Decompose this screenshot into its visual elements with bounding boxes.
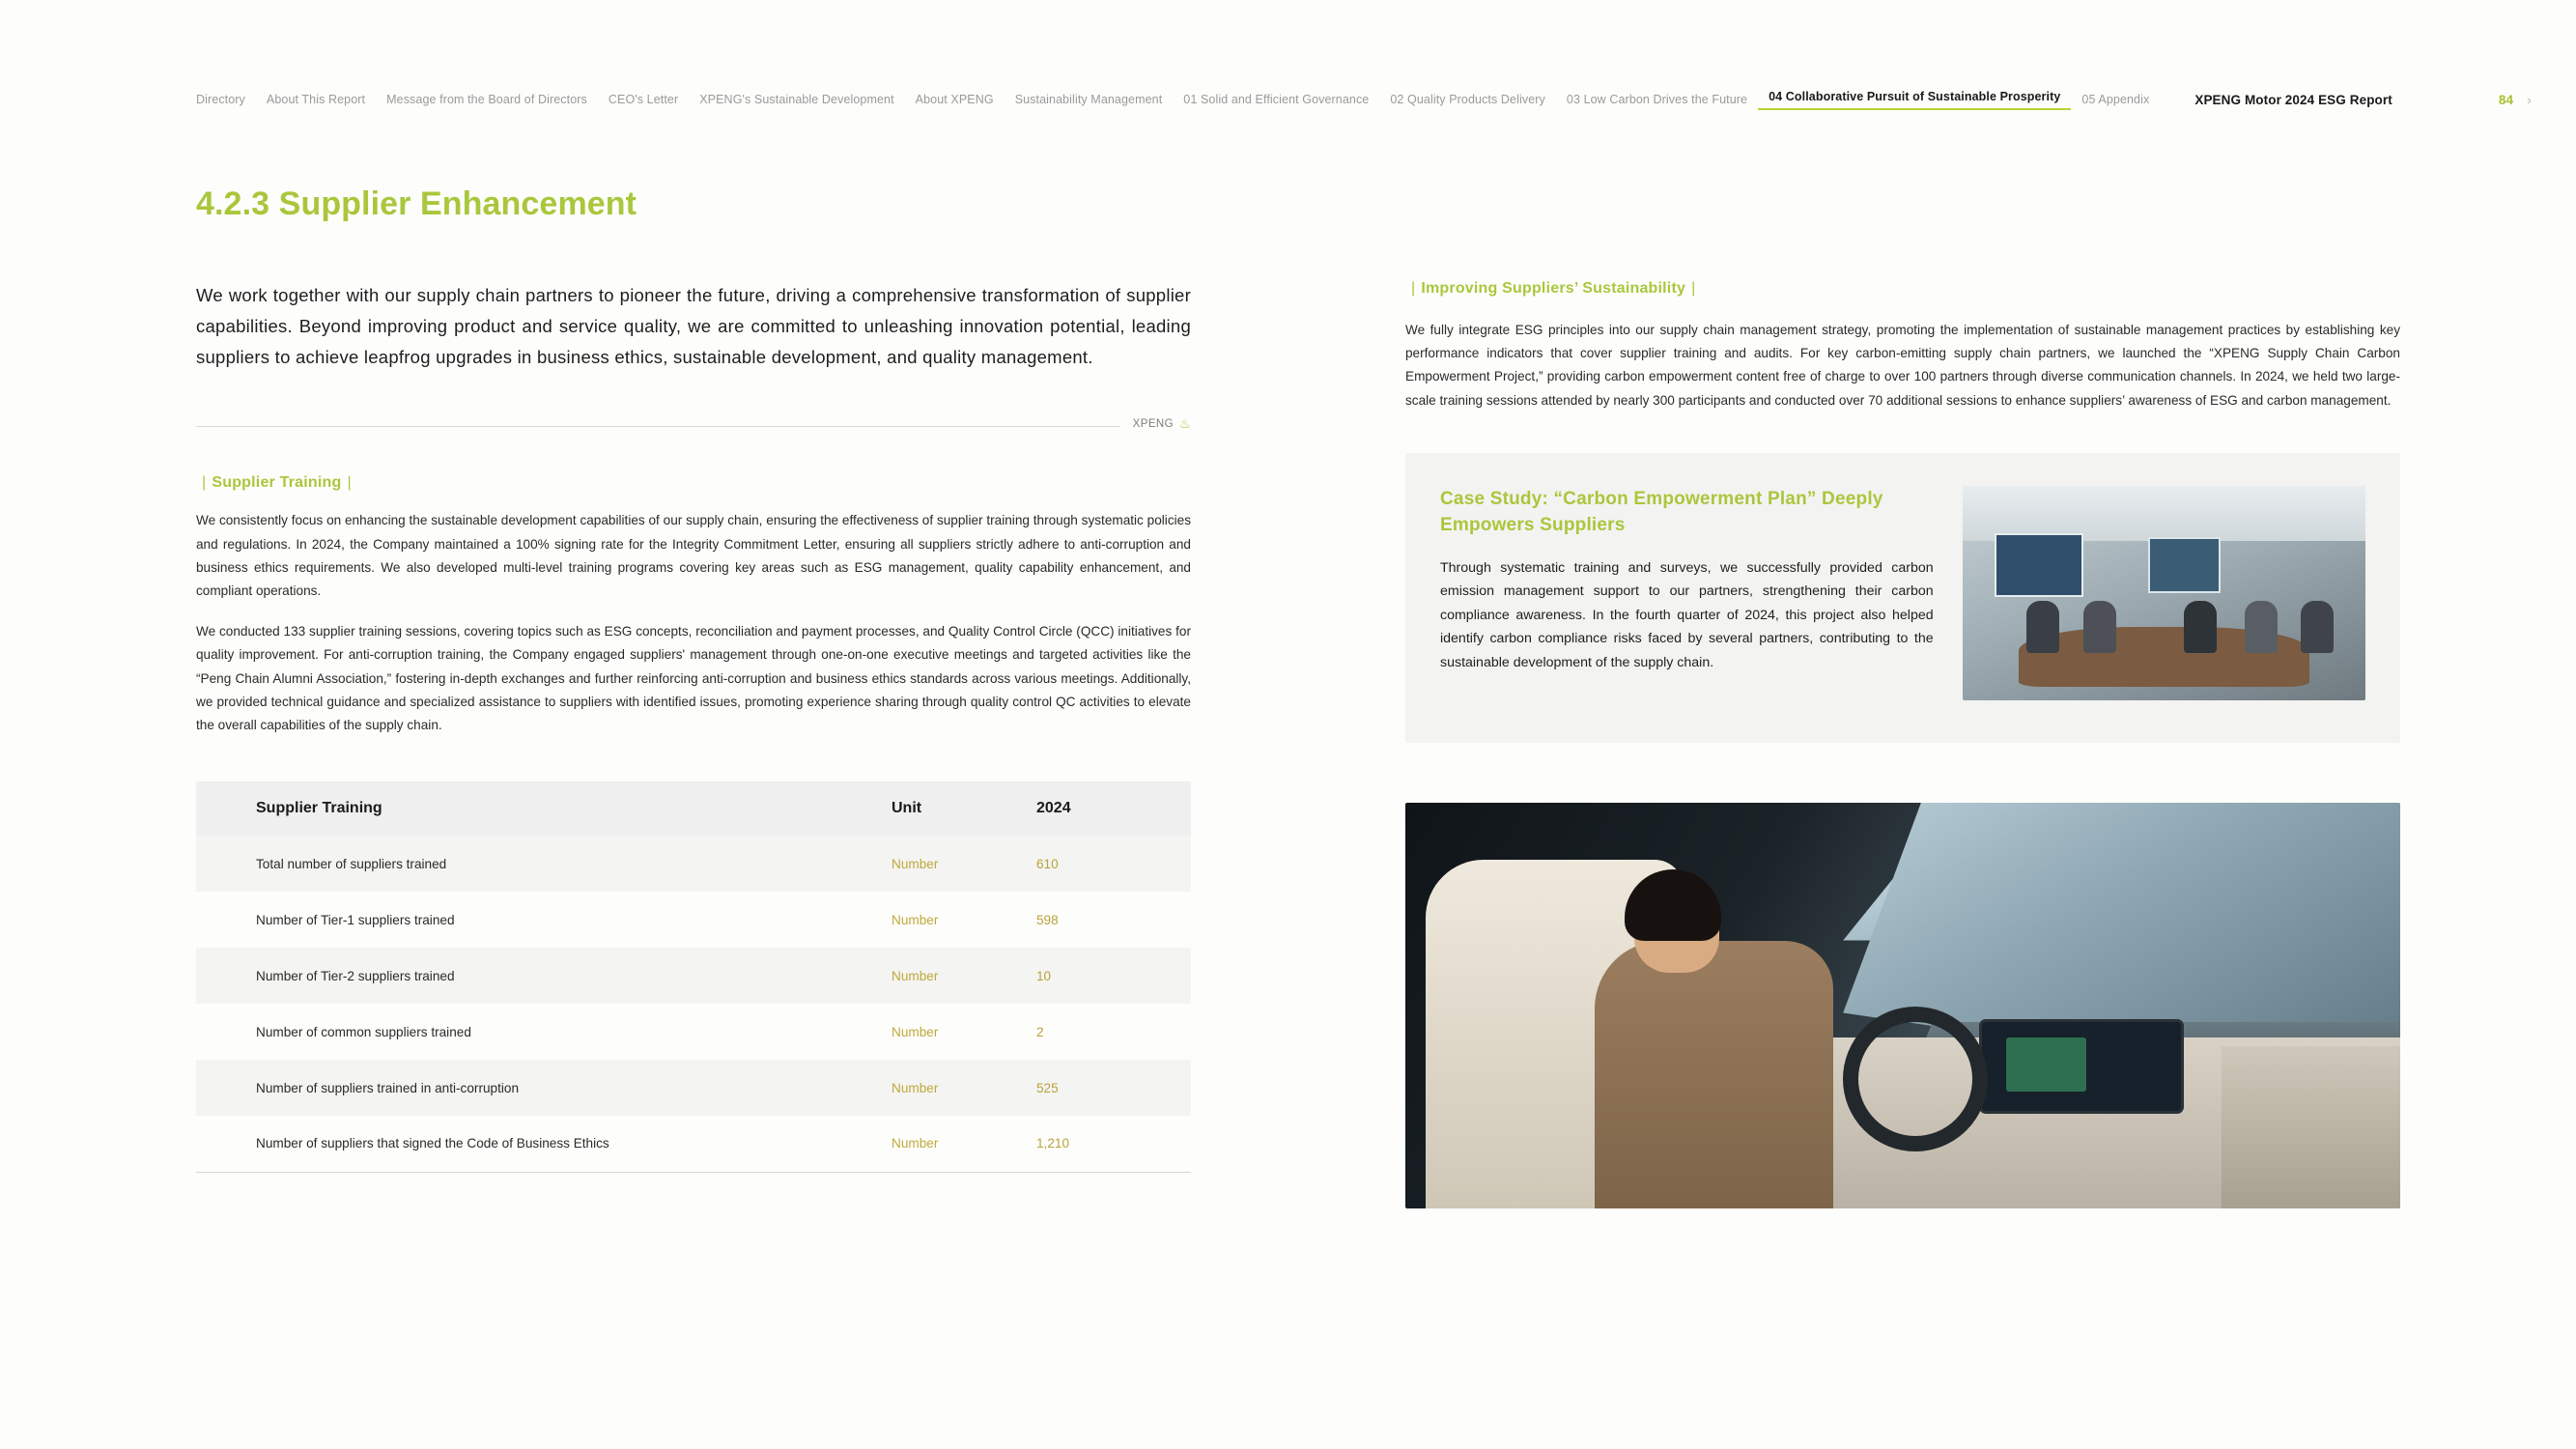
supplier-training-table: [196, 781, 1191, 1173]
driver-in-xpeng-cabin-photo: [1405, 803, 2400, 1208]
right-column: [1405, 280, 2400, 1208]
cell-unit: Number: [892, 836, 1036, 892]
nav-item-02-quality-products[interactable]: 02 Quality Products Delivery: [1390, 93, 1545, 106]
next-page-arrow-icon[interactable]: ›: [2527, 92, 2532, 107]
paragraph-supplier-training-2: We conducted 133 supplier training sessions, covering topics such as ESG concepts, reconciliation and payment processes, and Quality Control Circle (QCC) initiatives for quality improvement. For anti-corruption training, the Company engaged suppliers' management through one-on-one executive meetings and targeted activities like the “Peng Chain Alumni Association,” fostering in-depth exchanges and further reinforcing anti-corruption and business ethics standards across various meetings. Additionally, we provided technical guidance and specialized assistance to suppliers with identified issues, promoting experience sharing through quality control QC activities to elevate the overall capabilities of the supply chain.: [196, 624, 1191, 732]
cell-unit: Number: [892, 1024, 939, 1039]
nav-item-about-xpeng[interactable]: About XPENG: [915, 93, 994, 106]
accent-bar-left: |: [1411, 280, 1416, 297]
table-head: [196, 781, 1191, 836]
cell-metric: Number of suppliers trained in anti-corruption: [196, 1060, 892, 1116]
photo-door-panel: [2222, 1046, 2400, 1208]
nav-item-sustainability-management[interactable]: Sustainability Management: [1014, 93, 1163, 106]
accent-bar-right: |: [347, 474, 352, 492]
photo-infotainment-screen: [1982, 1022, 2181, 1111]
cell-unit: Number: [892, 1060, 1036, 1116]
paragraph-supplier-training-1: We consistently focus on enhancing the sustainable development capabilities of our supply chain, ensuring the effectiveness of supplier training through systematic policies and regulations. In 2024, the Company maintained a 100% signing rate for the Integrity Commitment Letter, ensuring all suppliers strictly adhere to anti-corruption and business ethics requirements. We also developed multi-level training programs covering key areas such as ESG management, quality capability enhancement, and compliant operations.: [196, 513, 1191, 598]
photo-attendee: [2301, 601, 2334, 653]
photo-steering-wheel: [1843, 1007, 1988, 1151]
training-meeting-room-photo: [1963, 486, 2365, 700]
cell-value: 525: [1036, 1060, 1191, 1116]
cell-metric: Number of suppliers that signed the Code of Business Ethics: [196, 1116, 892, 1172]
xpeng-logo: [1119, 416, 1191, 432]
cell-value: 1,210: [1036, 1116, 1191, 1172]
photo-projector-screen: [1995, 533, 2083, 598]
table-row: [196, 1004, 1191, 1060]
photo-attendee: [2245, 601, 2278, 653]
case-study-body: Through systematic training and surveys, we successfully provided carbon emission management support to our partners, strengthening their carbon compliance awareness. In the fourth quarter of 2024, this project also helped identify carbon compliance risks faced by several partners, contributing to the sustainable development of the supply chain.: [1440, 559, 1934, 670]
report-title: XPENG Motor 2024 ESG Report: [2194, 92, 2392, 107]
cell-unit: Number: [892, 912, 939, 927]
subsection-heading-improving-suppliers-sustainability: [1405, 280, 2400, 298]
photo-attendee: [2083, 601, 2116, 653]
cell-value: 598: [1036, 912, 1059, 927]
xpeng-wordmark: XPENG: [1132, 418, 1174, 431]
section-divider: [196, 416, 1191, 436]
paragraph-improving-sustainability: We fully integrate ESG principles into our supply chain management strategy, promoting the implementation of sustainable management practices by establishing key performance indicators that cover supplier training and audits. For key carbon-emitting supply chain partners, we launched the “XPENG Supply Chain Carbon Empowerment Project,” providing carbon empowerment content free of charge to over 100 partners through diverse communication channels. In 2024, we held two large-scale training sessions attended by nearly 300 participants and conducted over 70 additional sessions to enhance suppliers’ awareness of ESG and carbon management.: [1405, 323, 2400, 408]
table-header-metric: Supplier Training: [196, 781, 892, 836]
photo-monitor: [2148, 537, 2221, 593]
xpeng-mark-icon: ♨: [1178, 416, 1191, 432]
divider-line: [196, 426, 1191, 427]
nav-item-04-collaborative-pursuit[interactable]: 04 Collaborative Pursuit of Sustainable Prosperity: [1758, 90, 2071, 110]
table-header-row: [196, 781, 1191, 836]
nav-item-message-from-board[interactable]: Message from the Board of Directors: [386, 93, 587, 106]
table-header-year: 2024: [1036, 781, 1191, 836]
cell-metric: Number of common suppliers trained: [256, 1024, 471, 1039]
table-row: [196, 1116, 1191, 1172]
nav-item-about-this-report[interactable]: About This Report: [266, 93, 366, 106]
lead-paragraph: We work together with our supply chain partners to pioneer the future, driving a comprehensive transformation of supplier capabilities. Beyond improving product and service quality, we are committed to unleashing innovation potential, leading suppliers to achieve leapfrog upgrades in business ethics, sustainable development, and quality management.: [196, 285, 1191, 367]
cell-unit: Number: [892, 948, 1036, 1004]
nav-item-01-governance[interactable]: 01 Solid and Efficient Governance: [1183, 93, 1370, 106]
nav-item-directory[interactable]: Directory: [196, 93, 245, 106]
cell-metric: Number of Tier-2 suppliers trained: [196, 948, 892, 1004]
table-row: [196, 836, 1191, 892]
case-study-title: Case Study: “Carbon Empowerment Plan” Deeply Empowers Suppliers: [1440, 488, 1883, 536]
cell-value: 10: [1036, 948, 1191, 1004]
table-row: [196, 892, 1191, 948]
table-body: [196, 836, 1191, 1172]
cell-metric: Total number of suppliers trained: [196, 836, 892, 892]
nav-item-ceos-letter[interactable]: CEO's Letter: [608, 93, 679, 106]
table-row: [196, 1060, 1191, 1116]
cell-value: 610: [1036, 836, 1191, 892]
left-column: [196, 280, 1191, 1173]
accent-bar-left: |: [202, 474, 207, 492]
subhead-label: Improving Suppliers’ Sustainability: [1421, 280, 1686, 297]
cell-metric: Number of Tier-1 suppliers trained: [256, 912, 455, 927]
photo-attendee: [2184, 601, 2217, 653]
photo-driver-body: [1595, 941, 1833, 1208]
table-header-unit: Unit: [892, 781, 1036, 836]
nav-item-03-low-carbon[interactable]: 03 Low Carbon Drives the Future: [1566, 93, 1748, 106]
cell-value: 2: [1036, 1024, 1044, 1039]
nav-item-05-appendix[interactable]: 05 Appendix: [2081, 93, 2150, 106]
nav-item-xpengs-sustainable-development[interactable]: XPENG's Sustainable Development: [699, 93, 894, 106]
page-number: 84: [2498, 92, 2514, 107]
cell-unit: Number: [892, 1116, 1036, 1172]
top-navigation: [0, 83, 2576, 116]
subhead-label: Supplier Training: [212, 474, 342, 492]
page-title: 4.2.3 Supplier Enhancement: [196, 185, 637, 222]
case-study-text: [1440, 486, 1934, 674]
table-row: [196, 948, 1191, 1004]
accent-bar-right: |: [1691, 280, 1696, 297]
subsection-heading-supplier-training: [196, 474, 1191, 492]
case-study-box: [1405, 453, 2400, 743]
photo-attendee: [2026, 601, 2059, 653]
